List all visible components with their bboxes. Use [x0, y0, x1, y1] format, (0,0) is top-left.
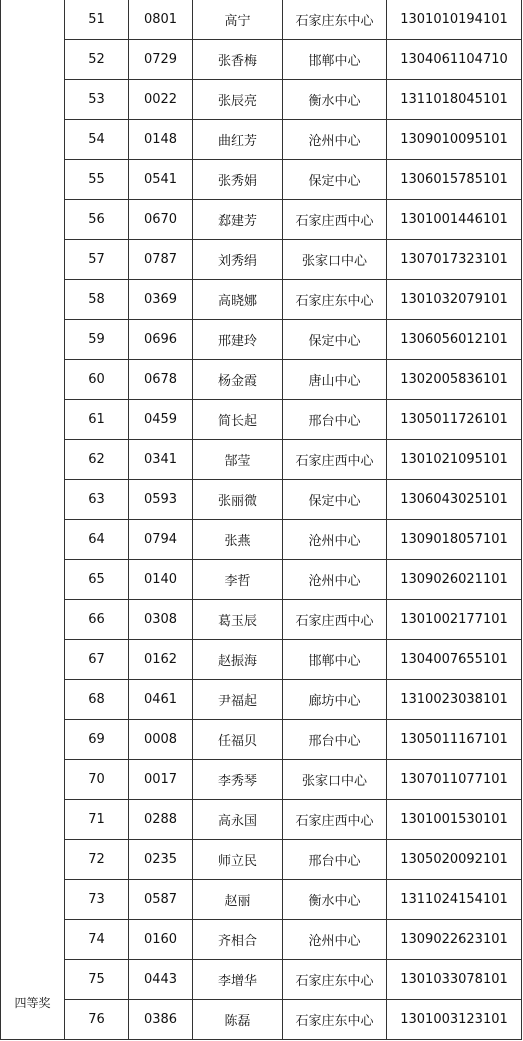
- winner-name-cell: 郜莹: [193, 440, 283, 480]
- winner-name-cell: 任福贝: [193, 720, 283, 760]
- id-number-cell: 1307017323101: [387, 240, 522, 280]
- winner-name-cell: 张秀娟: [193, 160, 283, 200]
- row-number-cell: 65: [65, 560, 129, 600]
- table-row: [1, 720, 522, 760]
- row-number-cell: 62: [65, 440, 129, 480]
- center-cell: 邢台中心: [283, 840, 387, 880]
- table-row: [1, 0, 522, 40]
- id-number-cell: 1311018045101: [387, 80, 522, 120]
- center-cell: 廊坊中心: [283, 680, 387, 720]
- winner-name-cell: 郄建芳: [193, 200, 283, 240]
- row-number-cell: 57: [65, 240, 129, 280]
- table-row: [1, 360, 522, 400]
- table-row: [1, 440, 522, 480]
- entry-code-cell: 0369: [129, 280, 193, 320]
- table-row: [1, 480, 522, 520]
- table-row: [1, 160, 522, 200]
- row-number-cell: 56: [65, 200, 129, 240]
- center-cell: 唐山中心: [283, 360, 387, 400]
- entry-code-cell: 0288: [129, 800, 193, 840]
- row-number-cell: 71: [65, 800, 129, 840]
- center-cell: 张家口中心: [283, 760, 387, 800]
- center-cell: 沧州中心: [283, 920, 387, 960]
- center-cell: 保定中心: [283, 480, 387, 520]
- table-row: [1, 760, 522, 800]
- entry-code-cell: 0794: [129, 520, 193, 560]
- center-cell: 石家庄西中心: [283, 800, 387, 840]
- center-cell: 衡水中心: [283, 80, 387, 120]
- winner-name-cell: 刘秀绢: [193, 240, 283, 280]
- row-number-cell: 76: [65, 1000, 129, 1040]
- table-row: [1, 640, 522, 680]
- center-cell: 沧州中心: [283, 520, 387, 560]
- award-group-cell: 四等奖: [1, 0, 65, 1040]
- row-number-cell: 64: [65, 520, 129, 560]
- id-number-cell: 1301010194101: [387, 0, 522, 40]
- winner-name-cell: 张丽微: [193, 480, 283, 520]
- row-number-cell: 60: [65, 360, 129, 400]
- id-number-cell: 1311024154101: [387, 880, 522, 920]
- entry-code-cell: 0670: [129, 200, 193, 240]
- winner-name-cell: 葛玉辰: [193, 600, 283, 640]
- center-cell: 石家庄西中心: [283, 200, 387, 240]
- id-number-cell: 1301001530101: [387, 800, 522, 840]
- winner-name-cell: 赵振海: [193, 640, 283, 680]
- center-cell: 邢台中心: [283, 720, 387, 760]
- id-number-cell: 1309018057101: [387, 520, 522, 560]
- entry-code-cell: 0008: [129, 720, 193, 760]
- table-row: [1, 80, 522, 120]
- center-cell: 沧州中心: [283, 560, 387, 600]
- entry-code-cell: 0162: [129, 640, 193, 680]
- entry-code-cell: 0308: [129, 600, 193, 640]
- table-row: [1, 800, 522, 840]
- entry-code-cell: 0461: [129, 680, 193, 720]
- entry-code-cell: 0459: [129, 400, 193, 440]
- row-number-cell: 74: [65, 920, 129, 960]
- winner-name-cell: 李哲: [193, 560, 283, 600]
- id-number-cell: 1305011167101: [387, 720, 522, 760]
- center-cell: 邯郸中心: [283, 640, 387, 680]
- winner-name-cell: 师立民: [193, 840, 283, 880]
- center-cell: 保定中心: [283, 160, 387, 200]
- entry-code-cell: 0148: [129, 120, 193, 160]
- row-number-cell: 70: [65, 760, 129, 800]
- entry-code-cell: 0443: [129, 960, 193, 1000]
- id-number-cell: 1307011077101: [387, 760, 522, 800]
- table-row: [1, 400, 522, 440]
- row-number-cell: 75: [65, 960, 129, 1000]
- winner-name-cell: 陈磊: [193, 1000, 283, 1040]
- id-number-cell: 1301021095101: [387, 440, 522, 480]
- id-number-cell: 1306015785101: [387, 160, 522, 200]
- winners-table-body: [1, 0, 522, 1040]
- center-cell: 沧州中心: [283, 120, 387, 160]
- table-row: [1, 840, 522, 880]
- winner-name-cell: 赵丽: [193, 880, 283, 920]
- id-number-cell: 1309022623101: [387, 920, 522, 960]
- id-number-cell: 1304061104710: [387, 40, 522, 80]
- table-row: [1, 600, 522, 640]
- table-row: [1, 520, 522, 560]
- id-number-cell: 1306043025101: [387, 480, 522, 520]
- center-cell: 衡水中心: [283, 880, 387, 920]
- winner-name-cell: 齐相合: [193, 920, 283, 960]
- id-number-cell: 1302005836101: [387, 360, 522, 400]
- table-row: [1, 240, 522, 280]
- entry-code-cell: 0160: [129, 920, 193, 960]
- id-number-cell: 1309010095101: [387, 120, 522, 160]
- id-number-cell: 1301033078101: [387, 960, 522, 1000]
- entry-code-cell: 0593: [129, 480, 193, 520]
- winner-name-cell: 简长起: [193, 400, 283, 440]
- entry-code-cell: 0341: [129, 440, 193, 480]
- entry-code-cell: 0729: [129, 40, 193, 80]
- center-cell: 张家口中心: [283, 240, 387, 280]
- id-number-cell: 1306056012101: [387, 320, 522, 360]
- entry-code-cell: 0587: [129, 880, 193, 920]
- row-number-cell: 58: [65, 280, 129, 320]
- entry-code-cell: 0696: [129, 320, 193, 360]
- center-cell: 邯郸中心: [283, 40, 387, 80]
- winner-name-cell: 张燕: [193, 520, 283, 560]
- entry-code-cell: 0022: [129, 80, 193, 120]
- center-cell: 石家庄西中心: [283, 600, 387, 640]
- row-number-cell: 55: [65, 160, 129, 200]
- table-row: [1, 880, 522, 920]
- row-number-cell: 67: [65, 640, 129, 680]
- entry-code-cell: 0017: [129, 760, 193, 800]
- center-cell: 石家庄东中心: [283, 0, 387, 40]
- row-number-cell: 52: [65, 40, 129, 80]
- table-row: [1, 200, 522, 240]
- entry-code-cell: 0678: [129, 360, 193, 400]
- table-row: [1, 120, 522, 160]
- id-number-cell: 1301001446101: [387, 200, 522, 240]
- center-cell: 石家庄东中心: [283, 960, 387, 1000]
- id-number-cell: 1305020092101: [387, 840, 522, 880]
- winner-name-cell: 杨金霞: [193, 360, 283, 400]
- entry-code-cell: 0541: [129, 160, 193, 200]
- id-number-cell: 1301002177101: [387, 600, 522, 640]
- winner-name-cell: 张香梅: [193, 40, 283, 80]
- table-row: [1, 560, 522, 600]
- winner-name-cell: 张辰亮: [193, 80, 283, 120]
- center-cell: 石家庄西中心: [283, 440, 387, 480]
- row-number-cell: 68: [65, 680, 129, 720]
- winner-name-cell: 高永国: [193, 800, 283, 840]
- entry-code-cell: 0140: [129, 560, 193, 600]
- winner-name-cell: 李增华: [193, 960, 283, 1000]
- table-row: [1, 960, 522, 1000]
- row-number-cell: 54: [65, 120, 129, 160]
- entry-code-cell: 0787: [129, 240, 193, 280]
- winner-name-cell: 尹福起: [193, 680, 283, 720]
- center-cell: 石家庄东中心: [283, 280, 387, 320]
- table-row: [1, 920, 522, 960]
- row-number-cell: 66: [65, 600, 129, 640]
- table-row: [1, 1000, 522, 1040]
- id-number-cell: 1301032079101: [387, 280, 522, 320]
- winner-name-cell: 曲红芳: [193, 120, 283, 160]
- row-number-cell: 69: [65, 720, 129, 760]
- winner-name-cell: 高晓娜: [193, 280, 283, 320]
- row-number-cell: 72: [65, 840, 129, 880]
- table-row: [1, 40, 522, 80]
- table-row: [1, 680, 522, 720]
- id-number-cell: 1305011726101: [387, 400, 522, 440]
- row-number-cell: 51: [65, 0, 129, 40]
- center-cell: 邢台中心: [283, 400, 387, 440]
- winner-name-cell: 高宁: [193, 0, 283, 40]
- id-number-cell: 1310023038101: [387, 680, 522, 720]
- table-row: [1, 280, 522, 320]
- entry-code-cell: 0386: [129, 1000, 193, 1040]
- id-number-cell: 1304007655101: [387, 640, 522, 680]
- winner-name-cell: 邢建玲: [193, 320, 283, 360]
- id-number-cell: 1301003123101: [387, 1000, 522, 1040]
- entry-code-cell: 0801: [129, 0, 193, 40]
- center-cell: 保定中心: [283, 320, 387, 360]
- winner-name-cell: 李秀琴: [193, 760, 283, 800]
- row-number-cell: 73: [65, 880, 129, 920]
- row-number-cell: 59: [65, 320, 129, 360]
- row-number-cell: 61: [65, 400, 129, 440]
- table-row: [1, 320, 522, 360]
- row-number-cell: 63: [65, 480, 129, 520]
- row-number-cell: 53: [65, 80, 129, 120]
- entry-code-cell: 0235: [129, 840, 193, 880]
- center-cell: 石家庄东中心: [283, 1000, 387, 1040]
- id-number-cell: 1309026021101: [387, 560, 522, 600]
